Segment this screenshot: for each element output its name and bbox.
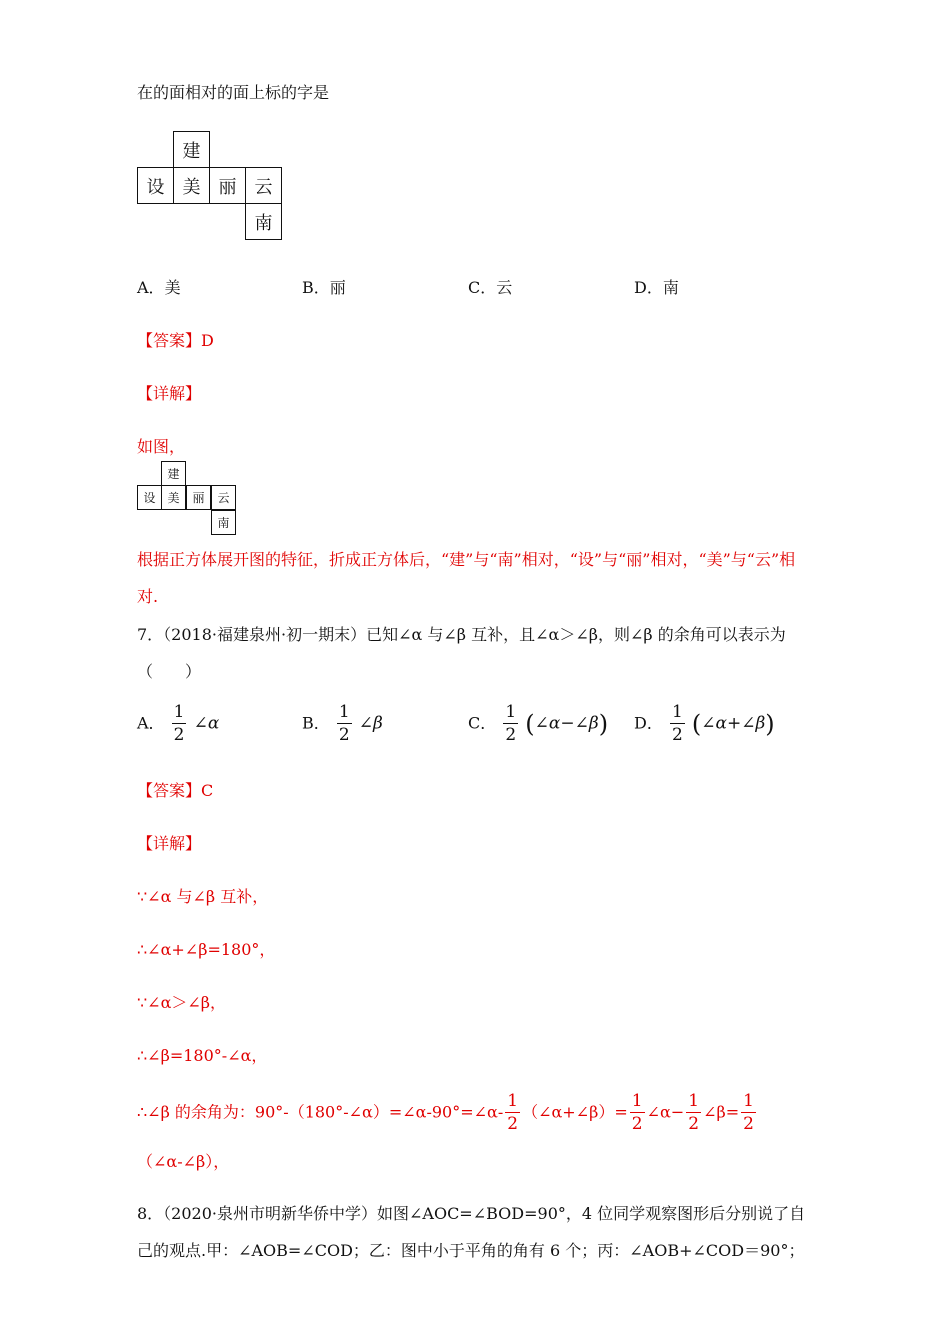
net-cell-4: 云 — [245, 167, 282, 204]
q6-explanation-line2: 对. — [137, 587, 159, 606]
net-cell-3: 丽 — [209, 167, 246, 204]
q7-detail-label: 【详解】 — [137, 834, 202, 853]
q6-option-d: D．南 — [634, 278, 679, 297]
q7-step-4: ∴∠β=180°-∠α， — [137, 1046, 268, 1065]
fraction-half: $\frac{1}{2}$ — [671, 702, 683, 745]
q7-step-1: ∵∠α 与∠β 互补， — [137, 887, 269, 906]
small-net-cell-3: 丽 — [186, 485, 211, 510]
q7-option-c: C． $\frac{1}{2}$ (∠α−∠β) — [468, 702, 609, 745]
q6-option-b: B．丽 — [302, 278, 346, 297]
q6-explanation-line1: 根据正方体展开图的特征，折成正方体后，“建”与“南”相对，“设”与“丽”相对，“美”与“云”相 — [137, 550, 796, 569]
q7-step-3: ∵∠α＞∠β， — [137, 993, 227, 1012]
q6-stem-tail: 在的面相对的面上标的字是 — [137, 83, 330, 102]
small-net-cell-4: 云 — [211, 485, 236, 510]
fraction-half: $\frac{1}{2}$ — [173, 702, 185, 745]
q7-stem-line1: 7．（2018·福建泉州·初一期末）已知∠α 与∠β 互补，且∠α＞∠β，则∠β 的余角可以表示为 — [137, 625, 786, 644]
q6-detail-intro: 如图， — [137, 437, 186, 456]
q8-line2: 己的观点.甲：∠AOB=∠COD；乙：图中小于平角的角有 6 个；丙：∠AOB+∠COD＝90°； — [137, 1241, 805, 1260]
small-net-cell-bottom: 南 — [211, 510, 236, 535]
q6-option-c: C．云 — [468, 278, 513, 297]
q7-final-line2: （∠α-∠β）， — [137, 1152, 230, 1171]
small-net-cell-2: 美 — [161, 485, 186, 510]
net-cell-top: 建 — [173, 131, 210, 168]
q7-stem-line2: （ ） — [137, 662, 202, 681]
q7-answer: 【答案】C — [137, 781, 214, 800]
q6-option-a: A．美 — [137, 278, 181, 297]
small-net-cell-1: 设 — [137, 485, 162, 510]
net-cell-2: 美 — [173, 167, 210, 204]
small-net-cell-top: 建 — [161, 461, 186, 486]
q7-option-d: D． $\frac{1}{2}$ (∠α+∠β) — [634, 702, 775, 745]
net-cell-1: 设 — [137, 167, 174, 204]
q7-option-a: A． $\frac{1}{2}$ ∠α — [137, 702, 220, 745]
q8-line1: 8．（2020·泉州市明新华侨中学）如图∠AOC=∠BOD=90°，4 位同学观察图形后分别说了自 — [137, 1204, 806, 1223]
q7-final-line1: ∴∠β 的余角为：90°-（180°-∠α）=∠α-90°=∠α- $\frac{1}{2}$ （∠α+∠β）= $\frac{1}{2}$ ∠α− $\frac{1}{2}$ ∠β= $\frac{1}{2}$ — [137, 1091, 754, 1134]
net-cell-bottom: 南 — [245, 203, 282, 240]
fraction-half: $\frac{1}{2}$ — [505, 702, 517, 745]
fraction-half: $\frac{1}{2}$ — [338, 702, 350, 745]
q7-step-2: ∴∠α+∠β=180°， — [137, 940, 276, 959]
q7-option-b: B． $\frac{1}{2}$ ∠β — [302, 702, 383, 745]
q6-answer: 【答案】D — [137, 331, 214, 350]
q6-detail-label: 【详解】 — [137, 384, 202, 403]
